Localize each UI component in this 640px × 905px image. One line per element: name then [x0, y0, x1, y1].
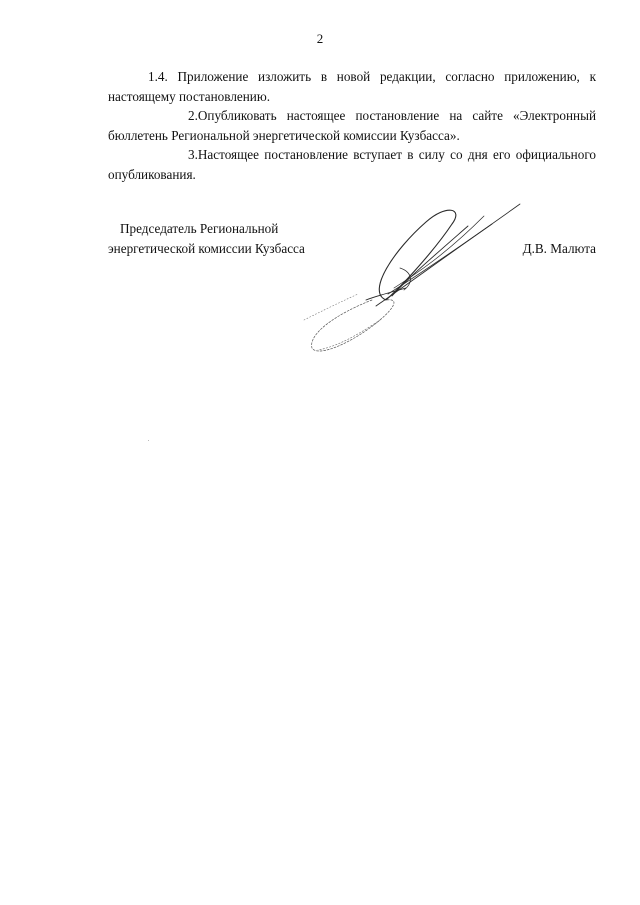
paragraph-3 — [108, 145, 596, 184]
paragraph-2 — [108, 106, 596, 145]
paragraph-text: 1.4. Приложение изложить в новой редакции, согласно приложению, к настоящему постановлению. — [108, 69, 596, 104]
page-number: 2 — [316, 31, 324, 46]
paragraph-1-4 — [108, 67, 596, 106]
document-body — [108, 67, 596, 184]
paragraph-text: Настоящее постановление вступает в силу со дня его официального опубликования. — [108, 147, 596, 182]
signer-title-line-1: Председатель Региональной — [120, 221, 279, 236]
paragraph-number: 2. — [188, 108, 198, 123]
paragraph-text: Опубликовать настоящее постановление на сайте «Электронный бюллетень Региональной энергетической комиссии Кузбасса». — [108, 108, 596, 143]
handwritten-signature-icon — [296, 196, 536, 356]
paragraph-number: 3. — [188, 147, 198, 162]
scan-speck — [148, 440, 149, 441]
signer-name: Д.В. Малюта — [522, 240, 596, 256]
signer-title-line-2: энергетической комиссии Кузбасса — [108, 240, 305, 256]
